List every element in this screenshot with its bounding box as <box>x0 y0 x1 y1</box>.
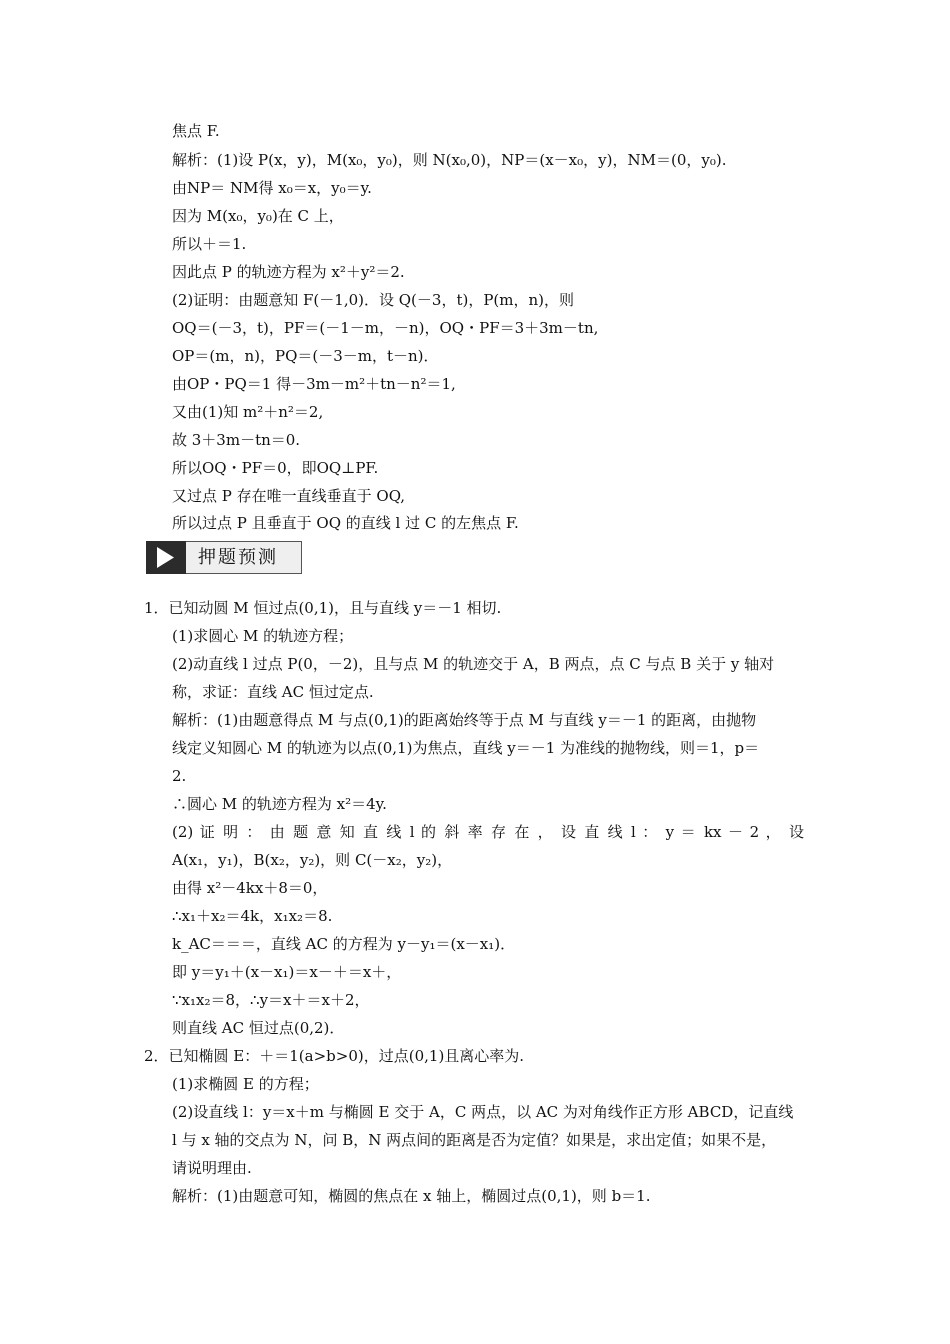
text-line: 由NP＝ NM得 x₀＝x，y₀＝y. <box>172 179 372 197</box>
problem-2-title: 2．已知椭圆 E：＋＝1(a>b>0)，过点(0,1)且离心率为. <box>144 1047 525 1065</box>
text-line: 解析：(1)设 P(x，y)，M(x₀，y₀)，则 N(x₀,0)，NP＝(x－x₀，y)，NM＝(0，y₀). <box>172 151 727 169</box>
text-line: (2)证明：由题意知 F(－1,0)．设 Q(－3，t)，P(m，n)，则 <box>172 291 575 309</box>
text-line: (2) 证 明 ： 由 题 意 知 直 线 l 的 斜 率 存 在 ， 设 直 线 l ： y ＝ kx － 2 ， 设 <box>172 823 804 841</box>
text-line: 因此点 P 的轨迹方程为 x²＋y²＝2. <box>172 263 405 281</box>
text-line: (1)求圆心 M 的轨迹方程； <box>172 627 354 645</box>
text-line: ∵x₁x₂＝8，∴y＝x＋＝x＋2， <box>172 991 370 1009</box>
text-line: ∴x₁＋x₂＝4k，x₁x₂＝8. <box>172 907 333 925</box>
text-line: 所以＋＝1. <box>172 235 247 253</box>
text-line: 解析：(1)由题意可知，椭圆的焦点在 x 轴上，椭圆过点(0,1)，则 b＝1. <box>172 1187 651 1205</box>
text-line: 所以过点 P 且垂直于 OQ 的直线 l 过 C 的左焦点 F. <box>172 514 519 532</box>
text-line: 所以OQ・PF＝0，即OQ⊥PF. <box>172 459 379 477</box>
text-line: 称，求证：直线 AC 恒过定点. <box>172 683 374 701</box>
text-line: 因为 M(x₀，y₀)在 C 上， <box>172 207 344 225</box>
text-line: 解析：(1)由题意得点 M 与点(0,1)的距离始终等于点 M 与直线 y＝－1 的距离，由抛物 <box>172 711 757 729</box>
text-line: 线定义知圆心 M 的轨迹为以点(0,1)为焦点，直线 y＝－1 为准线的抛物线，则＝1，p＝ <box>172 739 760 757</box>
text-line: A(x₁，y₁)，B(x₂，y₂)，则 C(－x₂，y₂)， <box>172 851 453 869</box>
text-line: 由得 x²－4kx＋8＝0， <box>172 879 328 897</box>
problem-1-title: 1．已知动圆 M 恒过点(0,1)，且与直线 y＝－1 相切. <box>144 599 502 617</box>
text-line: k_AC＝＝＝，直线 AC 的方程为 y－y₁＝(x－x₁)． <box>172 935 516 953</box>
text-line: (2)动直线 l 过点 P(0，－2)，且与点 M 的轨迹交于 A，B 两点，点 C 与点 B 关于 y 轴对 <box>172 655 775 673</box>
text-line: OQ＝(－3，t)，PF＝(－1－m，－n)，OQ・PF＝3＋3m－tn, <box>172 319 599 337</box>
text-line: (1)求椭圆 E 的方程； <box>172 1075 319 1093</box>
text-line: 故 3＋3m－tn＝0. <box>172 431 301 449</box>
text-line: (2)设直线 l：y＝x＋m 与椭圆 E 交于 A，C 两点，以 AC 为对角线作正方形 ABCD，记直线 <box>172 1103 794 1121</box>
text-line: 请说明理由. <box>172 1159 252 1177</box>
text-line: 又由(1)知 m²＋n²＝2, <box>172 403 324 421</box>
section-banner <box>146 541 303 574</box>
text-line: 又过点 P 存在唯一直线垂直于 OQ, <box>172 487 406 505</box>
text-line: l 与 x 轴的交点为 N，问 B，N 两点间的距离是否为定值？如果是，求出定值；如果不是， <box>172 1131 777 1149</box>
text-line: OP＝(m，n)，PQ＝(－3－m，t－n)． <box>172 347 439 365</box>
text-line: 即 y＝y₁＋(x－x₁)＝x－＋＝x＋， <box>172 963 402 981</box>
text-line: ∴圆心 M 的轨迹方程为 x²＝4y. <box>172 795 387 813</box>
text-line: 则直线 AC 恒过点(0,2)． <box>172 1019 345 1037</box>
text-line: 焦点 F. <box>172 122 220 140</box>
text-line: 2. <box>172 767 187 785</box>
banner-title-box <box>186 541 302 574</box>
banner-title: 押题预测 <box>198 547 278 568</box>
play-arrow-icon <box>146 541 186 574</box>
text-line: 由OP・PQ＝1 得－3m－m²＋tn－n²＝1, <box>172 375 456 393</box>
